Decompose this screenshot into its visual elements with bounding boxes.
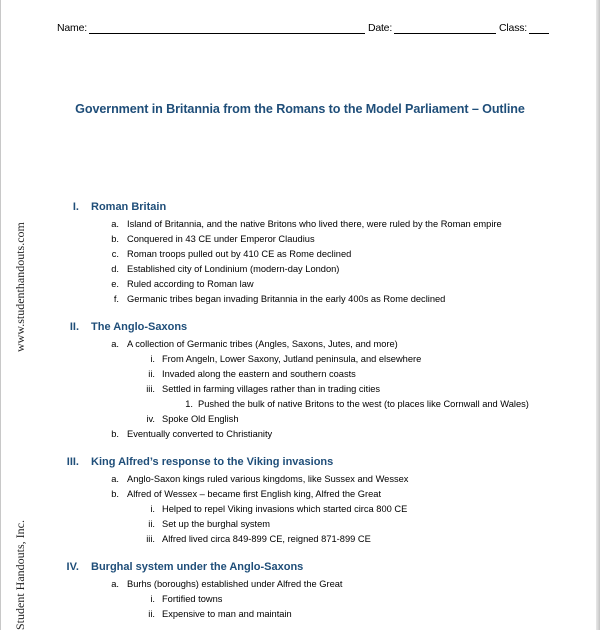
item-marker: d. xyxy=(111,264,119,274)
item-text: Ruled according to Roman law xyxy=(127,279,254,289)
item-marker: e. xyxy=(111,279,119,289)
section-number: II. xyxy=(69,321,79,333)
item-text: Alfred lived circa 849-899 CE, reigned 871-899 CE xyxy=(162,534,371,544)
item-marker: a. xyxy=(111,219,119,229)
section-roman-britain xyxy=(1,198,600,307)
item-marker: iii. xyxy=(146,534,155,544)
student-info-header xyxy=(57,14,559,34)
item-marker: ii. xyxy=(148,519,155,529)
name-field xyxy=(57,21,365,34)
list-item xyxy=(1,577,600,592)
item-text: From Angeln, Lower Saxony, Jutland peninsula, and elsewhere xyxy=(162,354,422,364)
item-text: Established city of Londinium (modern-day London) xyxy=(127,264,340,274)
company-watermark: Student Handouts, Inc. xyxy=(13,520,27,630)
item-marker: ii. xyxy=(148,369,155,379)
item-marker: b. xyxy=(111,489,119,499)
item-marker: iv. xyxy=(146,414,155,424)
list-item xyxy=(1,517,600,532)
list-item xyxy=(1,277,600,292)
item-text: Pushed the bulk of native Britons to the west (to places like Cornwall and Wales) xyxy=(198,399,529,409)
section-title: King Alfred’s response to the Viking invasions xyxy=(91,456,334,468)
item-text: Settled in farming villages rather than in trading cities xyxy=(162,384,381,394)
item-text: Roman troops pulled out by 410 CE as Rome declined xyxy=(127,249,352,259)
name-label: Name: xyxy=(57,22,87,34)
item-text: Conquered in 43 CE under Emperor Claudius xyxy=(127,234,315,244)
class-label: Class: xyxy=(499,22,528,34)
item-marker: a. xyxy=(111,474,119,484)
list-item xyxy=(1,532,600,547)
list-item xyxy=(1,472,600,487)
outline xyxy=(1,198,600,622)
section-heading xyxy=(1,318,600,337)
list-item xyxy=(1,232,600,247)
item-text: Helped to repel Viking invasions which started circa 800 CE xyxy=(162,504,408,514)
list-item xyxy=(1,337,600,352)
item-text: Eventually converted to Christianity xyxy=(127,429,273,439)
section-burghal-system xyxy=(1,558,600,622)
section-heading xyxy=(1,198,600,217)
item-text: Spoke Old English xyxy=(162,414,239,424)
section-title: The Anglo-Saxons xyxy=(91,321,188,333)
site-watermark: www.studenthandouts.com xyxy=(13,222,27,352)
item-marker: b. xyxy=(111,429,119,439)
section-heading xyxy=(1,453,600,472)
list-item xyxy=(1,427,600,442)
date-field xyxy=(368,21,496,34)
item-text: Alfred of Wessex – became first English king, Alfred the Great xyxy=(127,489,382,499)
date-blank[interactable] xyxy=(394,21,496,34)
item-text: Germanic tribes began invading Britannia in the early 400s as Rome declined xyxy=(127,294,446,304)
date-label: Date: xyxy=(367,22,393,34)
item-marker: i. xyxy=(150,594,155,604)
list-item xyxy=(1,292,600,307)
item-marker: i. xyxy=(150,504,155,514)
class-field xyxy=(499,21,549,34)
item-marker: a. xyxy=(111,339,119,349)
list-item xyxy=(1,217,600,232)
item-text: Set up the burghal system xyxy=(162,519,271,529)
section-title: Roman Britain xyxy=(91,201,167,213)
item-marker: a. xyxy=(111,579,119,589)
item-text: Anglo-Saxon kings ruled various kingdoms, like Sussex and Wessex xyxy=(127,474,409,484)
item-text: Expensive to man and maintain xyxy=(162,609,292,619)
list-item xyxy=(1,367,600,382)
section-king-alfred xyxy=(1,453,600,547)
item-marker: i. xyxy=(150,354,155,364)
list-item xyxy=(1,487,600,502)
list-item xyxy=(1,412,600,427)
item-marker: b. xyxy=(111,234,119,244)
item-marker: 1. xyxy=(185,399,193,409)
list-item xyxy=(1,592,600,607)
item-text: Fortified towns xyxy=(162,594,223,604)
item-text: Invaded along the eastern and southern coasts xyxy=(162,369,356,379)
item-text: A collection of Germanic tribes (Angles, Saxons, Jutes, and more) xyxy=(127,339,398,349)
item-marker: c. xyxy=(111,249,119,259)
section-number: IV. xyxy=(66,561,79,573)
page-title: Government in Britannia from the Romans to the Model Parliament – Outline xyxy=(75,102,525,116)
section-title: Burghal system under the Anglo-Saxons xyxy=(91,561,304,573)
section-number: I. xyxy=(72,201,79,213)
section-anglo-saxons xyxy=(1,318,600,442)
item-marker: f. xyxy=(113,294,119,304)
item-marker: iii. xyxy=(146,384,155,394)
list-item xyxy=(1,352,600,367)
list-item xyxy=(1,502,600,517)
item-text: Island of Britannia, and the native Britons who lived there, were ruled by the Roman empire xyxy=(127,219,502,229)
item-marker: ii. xyxy=(148,609,155,619)
list-item xyxy=(1,397,600,412)
item-text: Burhs (boroughs) established under Alfred the Great xyxy=(127,579,343,589)
class-blank[interactable] xyxy=(529,21,549,34)
list-item xyxy=(1,607,600,622)
name-blank[interactable] xyxy=(89,21,365,34)
section-heading xyxy=(1,558,600,577)
list-item xyxy=(1,262,600,277)
section-number: III. xyxy=(66,456,79,468)
list-item xyxy=(1,247,600,262)
list-item xyxy=(1,382,600,397)
